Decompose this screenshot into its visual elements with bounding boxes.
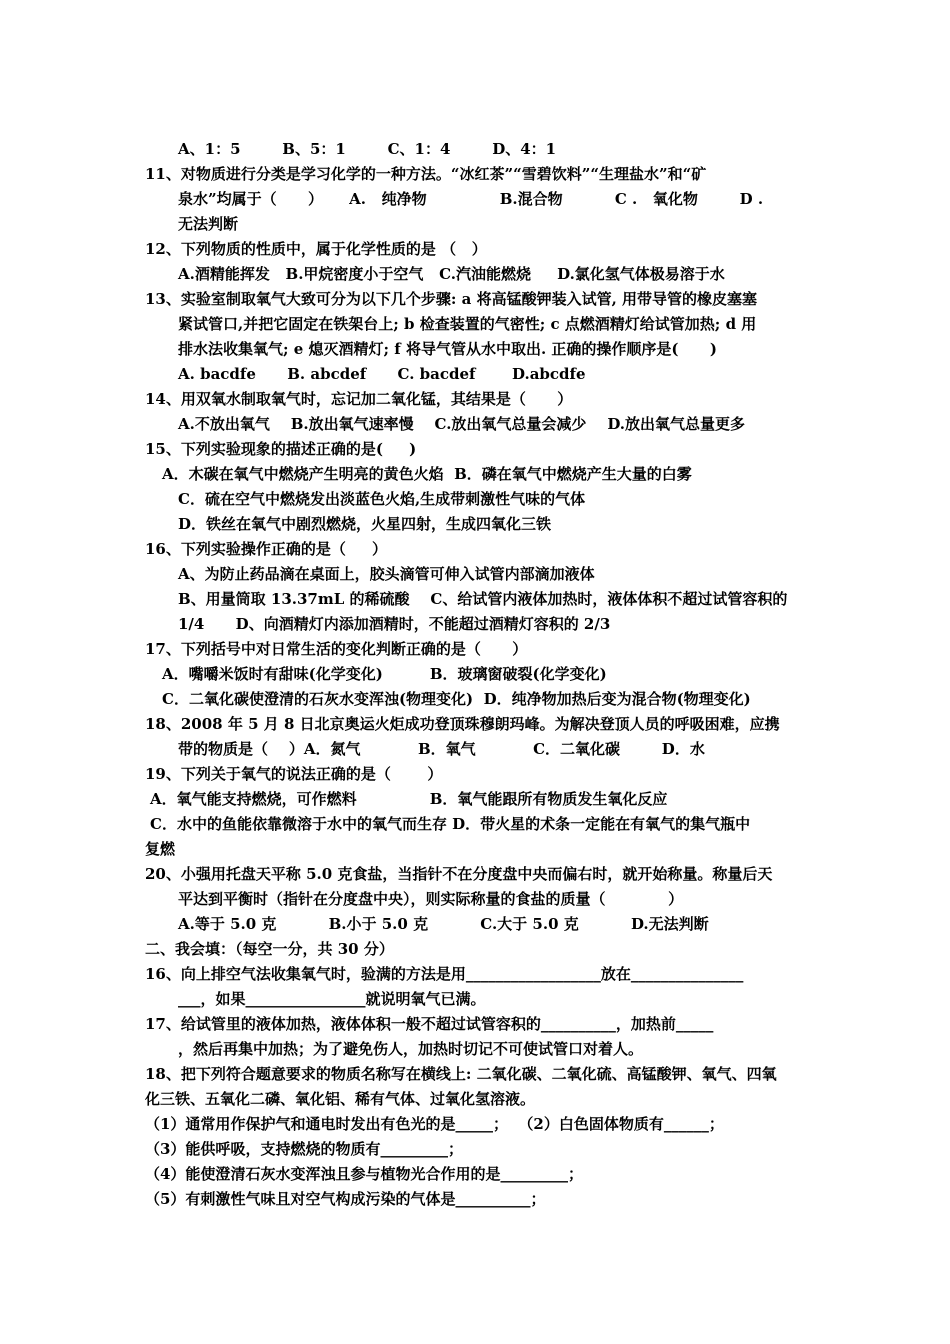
q17-options-cd: C．二氧化碳使澄清的石灰水变浑浊(物理变化) D．纯净物加热后变为混合物(物理变化) bbox=[162, 690, 751, 708]
section-two-heading: 二、我会填：（每空一分，共 30 分） bbox=[145, 940, 394, 958]
fill-16-stem: 16、向上排空气法收集氧气时，验满的方法是用__________________放在_______________ bbox=[145, 965, 744, 983]
q17-options-ab: A．嘴嚼米饭时有甜味(化学变化) B．玻璃窗破裂(化学变化) bbox=[162, 665, 607, 683]
q20-stem-cont: 平达到平衡时（指针在分度盘中央），则实际称量的食盐的质量（ ） bbox=[178, 890, 684, 908]
fill-18-cont: 化三铁、五氧化二磷、氧化铝、稀有气体、过氧化氢溶液。 bbox=[145, 1090, 536, 1108]
q11-stem-cont: 泉水”均属于（ ） A. 纯净物 B.混合物 C . 氧化物 D . bbox=[178, 190, 764, 208]
q19-options-cd: C．水中的鱼能依靠微溶于水中的氧气而生存 D．带火星的术条一定能在有氧气的集气瓶中 bbox=[150, 815, 751, 833]
q19-stem: 19、下列关于氧气的说法正确的是（ ） bbox=[145, 765, 443, 783]
q18-stem: 18、2008 年 5 月 8 日北京奥运火炬成功登顶珠穆朗玛峰。为解决登顶人员的呼吸困难，应携 bbox=[145, 715, 780, 733]
q13-stem: 13、实验室制取氧气大致可分为以下几个步骤: a 将高锰酸钾装入试管, 用带导管的橡皮塞塞 bbox=[145, 290, 758, 308]
q11-stem: 11、对物质进行分类是学习化学的一种方法。“冰红茶”“雪碧饮料”“生理盐水”和“矿 bbox=[145, 165, 707, 183]
q11-option-d: 无法判断 bbox=[178, 215, 239, 233]
q15-option-c: C．硫在空气中燃烧发出淡蓝色火焰,生成带刺激性气味的气体 bbox=[178, 490, 586, 508]
q16-options-bc: B、用量筒取 13.37mL 的稀硫酸 C、给试管内液体加热时，液体体积不超过试管容积的 bbox=[178, 590, 788, 608]
q16-stem: 16、下列实验操作正确的是（ ） bbox=[145, 540, 387, 558]
q13-options: A. bacdfe B. abcdef C. bacdef D.abcdfe bbox=[178, 365, 586, 383]
fill-18-item-3: （3）能供呼吸，支持燃烧的物质有_________； bbox=[145, 1140, 463, 1158]
fill-16-cont: ___，如果________________就说明氧气已满。 bbox=[178, 990, 486, 1008]
q10-options: A、1：5 B、5：1 C、1：4 D、4：1 bbox=[178, 140, 557, 158]
q14-stem: 14、用双氧水制取氧气时，忘记加二氧化锰，其结果是（ ） bbox=[145, 390, 573, 408]
q16-option-a: A、为防止药品滴在桌面上，胶头滴管可伸入试管内部滴加液体 bbox=[178, 565, 595, 583]
q20-stem: 20、小强用托盘天平称 5.0 克食盐，当指针不在分度盘中央而偏右时，就开始称量。称量后天 bbox=[145, 865, 773, 883]
q18-options: 带的物质是（ ）A．氮气 B．氧气 C．二氧化碳 D．水 bbox=[178, 740, 705, 758]
q15-options-ab: A．木碳在氧气中燃烧产生明亮的黄色火焰 B．磷在氧气中燃烧产生大量的白雾 bbox=[162, 465, 692, 483]
q16-option-d: 1/4 D、向酒精灯内添加酒精时，不能超过酒精灯容积的 2/3 bbox=[178, 615, 611, 633]
q15-stem: 15、下列实验现象的描述正确的是( ) bbox=[145, 440, 417, 458]
q19-option-d-cont: 复燃 bbox=[145, 840, 176, 858]
q17-stem: 17、下列括号中对日常生活的变化判断正确的是（ ） bbox=[145, 640, 528, 658]
q12-options: A.酒精能挥发 B.甲烷密度小于空气 C.汽油能燃烧 D.氯化氢气体极易溶于水 bbox=[178, 265, 725, 283]
fill-18-stem: 18、把下列符合题意要求的物质名称写在横线上: 二氧化碳、二氧化硫、高锰酸钾、氧气、四氧 bbox=[145, 1065, 777, 1083]
fill-17-stem: 17、给试管里的液体加热，液体体积一般不超过试管容积的__________，加热前_____ bbox=[145, 1015, 714, 1033]
q13-stem-cont-2: 排水法收集氧气; e 熄灭酒精灯; f 将导气管从水中取出. 正确的操作顺序是( ) bbox=[178, 340, 717, 358]
q19-options-ab: A．氧气能支持燃烧，可作燃料 B．氧气能跟所有物质发生氧化反应 bbox=[150, 790, 668, 808]
fill-18-item-1-2: （1）通常用作保护气和通电时发出有色光的是_____； （2）白色固体物质有______； bbox=[145, 1115, 724, 1133]
q13-stem-cont: 紧试管口,并把它固定在铁架台上; b 检查装置的气密性; c 点燃酒精灯给试管加热; d 用 bbox=[178, 315, 757, 333]
fill-18-item-4: （4）能使澄清石灰水变浑浊且参与植物光合作用的是_________； bbox=[145, 1165, 583, 1183]
fill-18-item-5: （5）有刺激性气味且对空气构成污染的气体是__________； bbox=[145, 1190, 546, 1208]
fill-17-cont: ，然后再集中加热；为了避免伤人，加热时切记不可使试管口对着人。 bbox=[178, 1040, 644, 1058]
q15-option-d: D．铁丝在氧气中剧烈燃烧，火星四射，生成四氧化三铁 bbox=[178, 515, 552, 533]
q14-options: A.不放出氧气 B.放出氧气速率慢 C.放出氧气总量会减少 D.放出氧气总量更多 bbox=[178, 415, 746, 433]
q12-stem: 12、下列物质的性质中，属于化学性质的是 （ ） bbox=[145, 240, 487, 258]
q20-options: A.等于 5.0 克 B.小于 5.0 克 C.大于 5.0 克 D.无法判断 bbox=[178, 915, 709, 933]
